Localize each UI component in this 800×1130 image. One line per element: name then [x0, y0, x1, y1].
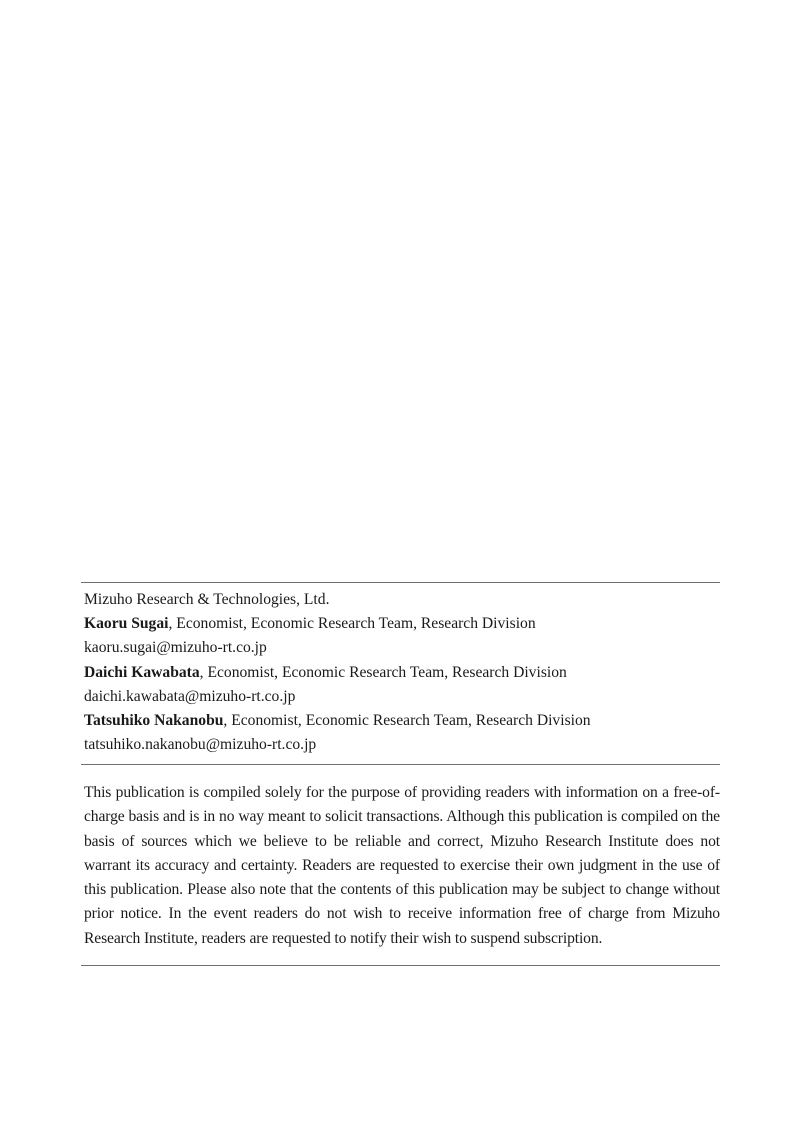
author-role: , Economist, Economic Research Team, Research Division	[223, 712, 591, 730]
author-email: daichi.kawabata@mizuho-rt.co.jp	[84, 687, 296, 705]
author-line	[84, 661, 720, 685]
bottom-divider	[81, 965, 720, 966]
top-divider	[81, 582, 720, 583]
author-line	[84, 709, 720, 733]
author-name: Tatsuhiko Nakanobu	[84, 712, 224, 730]
disclaimer-paragraph: This publication is compiled solely for the purpose of providing readers with information on a free-of-charge basis and is in no way meant to solicit transactions. Although this publication is compiled on the basis of sources which we believe to be reliable and correct, Mizuho Research Institute does not warrant its accuracy and certainty. Readers are requested to exercise their own judgment in the use of this publication. Please also note that the contents of this publication may be subject to change without prior notice. In the event readers do not wish to receive information free of charge from Mizuho Research Institute, readers are requested to notify their wish to suspend subscription.	[84, 784, 720, 947]
author-role: , Economist, Economic Research Team, Research Division	[199, 663, 567, 681]
author-name: Kaoru Sugai	[84, 615, 169, 633]
author-name: Daichi Kawabata	[84, 663, 200, 681]
author-email: kaoru.sugai@mizuho-rt.co.jp	[84, 639, 267, 657]
author-role: , Economist, Economic Research Team, Research Division	[168, 615, 536, 633]
author-email: tatsuhiko.nakanobu@mizuho-rt.co.jp	[84, 736, 317, 754]
middle-divider	[81, 764, 720, 765]
author-contact-block	[84, 588, 720, 757]
organization-name: Mizuho Research & Technologies, Ltd.	[84, 591, 330, 608]
author-line	[84, 612, 720, 636]
